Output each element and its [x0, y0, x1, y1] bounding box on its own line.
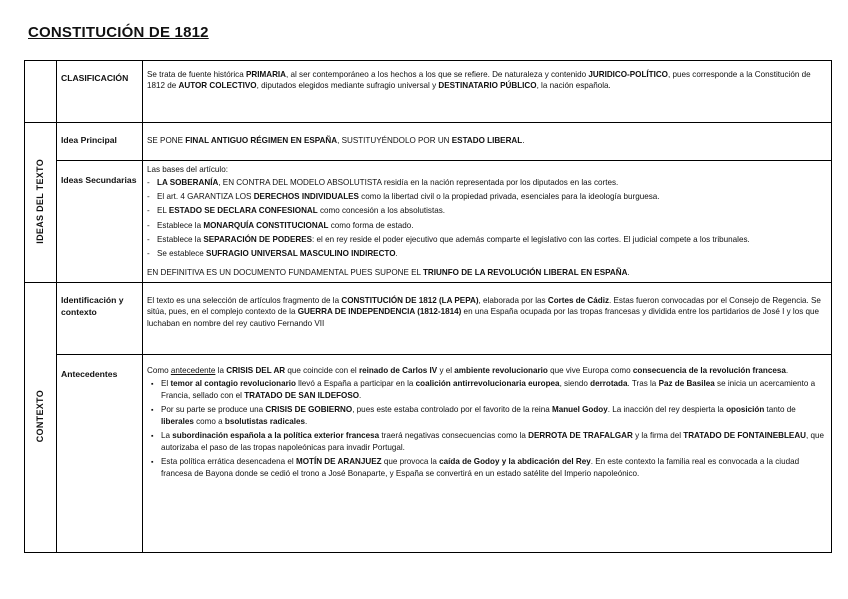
- label-identificacion: Identificación y contexto: [57, 283, 143, 355]
- text: Como: [147, 366, 171, 376]
- text: que provoca la: [381, 456, 440, 466]
- bold-text: oposición: [726, 405, 765, 415]
- content-identificacion: [143, 283, 832, 355]
- text: .: [359, 391, 362, 401]
- text: El art. 4 GARANTIZA LOS: [157, 192, 254, 202]
- list-item: [147, 220, 827, 231]
- text: . Tras la: [627, 379, 659, 389]
- row-idea-principal: [25, 123, 832, 161]
- bold-text: TRATADO DE SAN ILDEFOSO: [244, 391, 360, 401]
- text: EN DEFINITIVA ES UN DOCUMENTO FUNDAMENTAL PUES SUPONE EL: [147, 268, 423, 278]
- bold-text: caída de Godoy y la abdicación del Rey: [439, 456, 591, 466]
- text: , que autorizaba el paso de las tropas napoleónicas para invadir Portugal.: [161, 431, 825, 452]
- text: , siendo: [559, 379, 591, 389]
- row-clasificacion: [25, 61, 832, 123]
- text: . Estas fueron convocadas por el Consejo de Regencia. Se sitúa, pues, en el complejo contexto de la: [147, 296, 821, 317]
- text: que vive Europa como: [547, 366, 633, 376]
- row-identificacion: [25, 283, 832, 355]
- text: : el en rey reside el poder ejecutivo que además comparte el legislativo con las cortes. El judicial compete a los tribunales.: [312, 234, 750, 244]
- text: EL: [157, 206, 169, 216]
- section-label: IDEAS DEL TEXTO: [35, 158, 46, 244]
- list-item: [147, 378, 827, 401]
- text: .: [304, 416, 308, 426]
- text: Establece la: [157, 220, 204, 230]
- bold-text: liberales: [161, 416, 194, 426]
- page-title: CONSTITUCIÓN DE 1812: [28, 24, 209, 41]
- bold-text: GUERRA DE INDEPENDENCIA (1812-1814): [297, 307, 462, 317]
- text: El: [161, 379, 171, 389]
- text: como la libertad civil o la propiedad privada, esenciales para la ideología burguesa.: [358, 192, 660, 202]
- text: Establece la: [157, 234, 204, 244]
- text: como forma de estado.: [328, 220, 414, 230]
- text: llevó a España a participar en la: [295, 379, 416, 389]
- bold-text: ESTADO SE DECLARA CONFESIONAL: [168, 206, 318, 216]
- analysis-table: [24, 60, 832, 553]
- text: y el: [437, 366, 455, 376]
- bold-text: PRIMARIA: [245, 70, 287, 79]
- bold-text: CONSTITUCIÓN DE 1812 (LA PEPA): [341, 296, 479, 306]
- bold-text: DERECHOS INDIVIDUALES: [253, 192, 359, 202]
- section-contexto: [25, 283, 57, 553]
- bold-text: CRISIS DE GOBIERNO: [265, 405, 353, 415]
- bold-text: LA SOBERANÍA: [157, 178, 219, 188]
- text: como a: [193, 416, 225, 426]
- text: que coincide con el: [285, 366, 359, 376]
- bold-text: Manuel Godoy: [551, 405, 608, 415]
- text: , pues corresponde a la Constitución de 1812 de: [147, 70, 811, 91]
- text: la: [215, 366, 227, 376]
- bold-text: SEPARACIÓN DE PODERES: [203, 234, 313, 244]
- text: Se establece: [157, 248, 207, 258]
- bold-text: DESTINATARIO PÚBLICO: [438, 81, 537, 91]
- list-item: [147, 191, 827, 202]
- content-clasificacion: [143, 61, 832, 123]
- bold-text: coalición antirrevolucionaria europea: [415, 379, 560, 389]
- list-item: [147, 234, 827, 245]
- label-ideas-secundarias: Ideas Secundarias: [57, 161, 143, 283]
- text: .: [627, 268, 630, 278]
- text: La: [161, 431, 173, 441]
- label-idea-principal: Idea Principal: [57, 123, 143, 161]
- antecedentes-intro: [147, 365, 827, 376]
- bold-text: Paz de Basilea: [658, 379, 715, 389]
- label-clasificacion: CLASIFICACIÓN: [57, 61, 143, 123]
- content-antecedentes: [143, 355, 832, 553]
- text: Se trata de fuente histórica: [147, 70, 246, 79]
- text: , pues este estaba controlado por el favorito de la reina: [352, 405, 552, 415]
- text: . En este contexto la familia real es convocada a la ciudad francesa de Bayona donde se cedió el trono a José Bonaparte, y España se convertirá en un estado satélite del Imperio napoleónico.: [161, 456, 800, 478]
- text: , la nación española.: [536, 81, 611, 91]
- text: El texto es una selección de artículos fragmento de la: [147, 296, 342, 306]
- bold-text: FINAL ANTIGUO RÉGIMEN EN ESPAÑA: [185, 136, 338, 145]
- bold-text: DERROTA DE TRAFALGAR: [528, 431, 633, 441]
- list-item: [147, 430, 827, 453]
- bold-text: TRIUNFO DE LA REVOLUCIÓN LIBERAL EN ESPAÑA: [422, 268, 628, 278]
- bold-text: MONARQUÍA CONSTITUCIONAL: [203, 220, 329, 230]
- text: , elaborada por las: [478, 296, 548, 306]
- row-ideas-secundarias: [25, 161, 832, 283]
- bold-text: consecuencia de la revolución francesa: [632, 366, 786, 376]
- list-item: [147, 248, 827, 259]
- text: como concesión a los absolutistas.: [317, 206, 446, 216]
- text: Por su parte se produce una: [161, 405, 266, 415]
- label-antecedentes: Antecedentes: [57, 355, 143, 553]
- text: .: [785, 366, 789, 376]
- row-antecedentes: [25, 355, 832, 553]
- text: traerá negativas consecuencias como la: [379, 431, 529, 441]
- list-item: [147, 205, 827, 216]
- bold-text: JURIDICO-POLÍTICO: [588, 70, 668, 79]
- text: , diputados elegidos mediante sufragio universal y: [256, 81, 439, 91]
- text: se inicia un acercamiento a Francia, sellado con el: [161, 379, 816, 401]
- bold-text: ESTADO LIBERAL: [451, 136, 523, 145]
- section-label: CONTEXTO: [35, 390, 46, 443]
- bold-text: SUFRAGIO UNIVERSAL MASCULINO INDIRECTO: [206, 248, 396, 258]
- text: , al ser contemporáneo a los hechos a los que se refiere. De naturaleza y contenido: [286, 70, 589, 79]
- bold-text: ambiente revolucionario: [454, 366, 548, 376]
- text: SE PONE: [147, 136, 186, 145]
- section-cell-empty: [25, 61, 57, 123]
- list-item: [147, 404, 827, 427]
- conclusion-text: [147, 267, 827, 278]
- content-ideas-secundarias: [143, 161, 832, 283]
- text: Esta política errática desencadena el: [161, 456, 296, 466]
- text: tanto de: [764, 405, 796, 415]
- list-item: [147, 456, 827, 479]
- bold-text: reinado de Carlos IV: [358, 366, 438, 376]
- text: .: [395, 248, 398, 258]
- text: . La inacción del rey despierta la: [607, 405, 727, 415]
- text: y la firma del: [632, 431, 684, 441]
- bold-text: derrotada: [590, 379, 628, 389]
- bold-text: AUTOR COLECTIVO: [178, 81, 257, 91]
- bold-text: bsolutistas radicales: [224, 416, 305, 426]
- bold-text: temor al contagio revolucionario: [170, 379, 296, 389]
- intro-text: Las bases del artículo:: [147, 165, 228, 174]
- text: .: [522, 136, 525, 145]
- bold-text: Cortes de Cádiz: [547, 296, 610, 306]
- bold-text: subordinación española a la política exterior francesa: [172, 431, 380, 441]
- section-ideas-del-texto: [25, 123, 57, 283]
- bold-text: CRISIS DEL AR: [226, 366, 286, 376]
- bold-text: TRATADO DE FONTAINEBLEAU: [683, 431, 807, 441]
- text: , SUSTITUYÉNDOLO POR UN: [337, 136, 452, 145]
- content-idea-principal: [143, 123, 832, 161]
- list-item: [147, 177, 827, 188]
- text: , EN CONTRA DEL MODELO ABSOLUTISTA residía en la nación representada por los diputados en las cortes.: [218, 178, 619, 188]
- text: en una España ocupada por las tropas francesas y dividida entre los partidarios de José I y los que luchaban en nombre del rey cautivo Fernando VII: [147, 307, 820, 328]
- underlined-text: antecedente: [170, 366, 216, 376]
- bold-text: MOTÍN DE ARANJUEZ: [295, 456, 382, 466]
